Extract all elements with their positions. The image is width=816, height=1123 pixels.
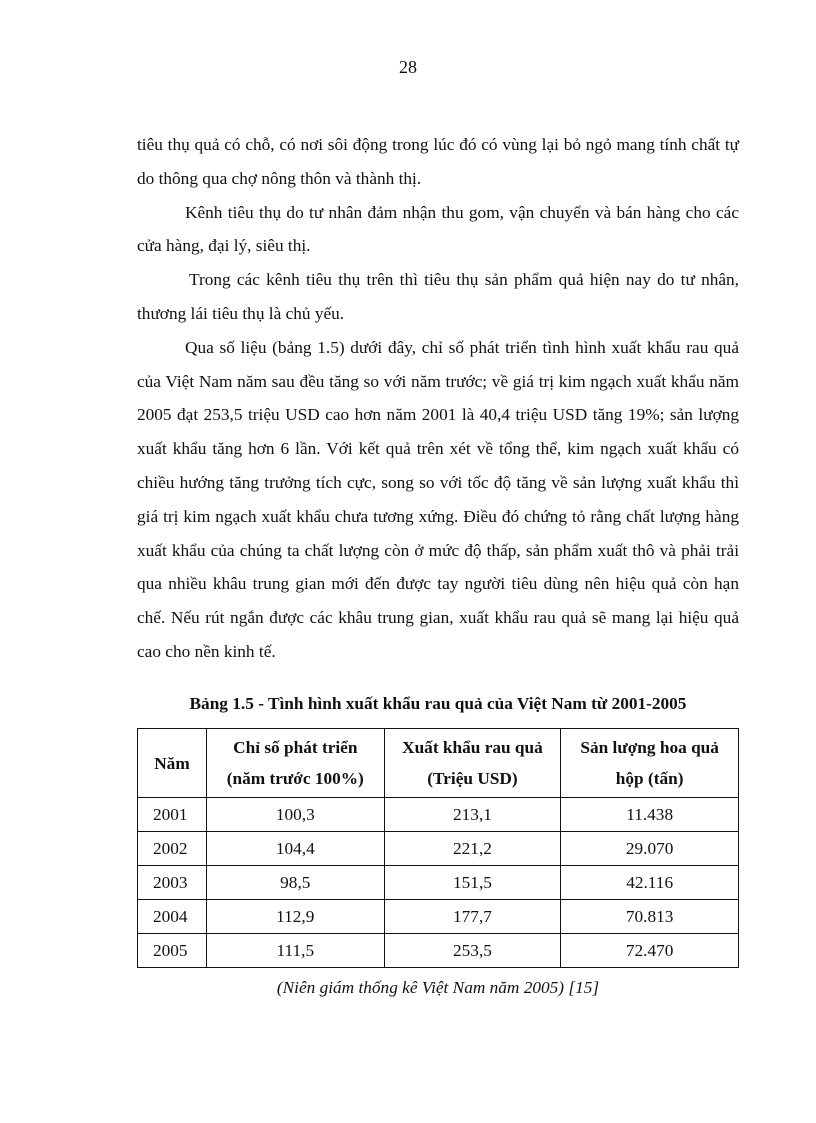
cell-year: 2004 bbox=[138, 900, 207, 934]
header-export-value bbox=[384, 729, 561, 798]
cell-growth-index: 112,9 bbox=[206, 900, 384, 934]
table-row bbox=[138, 798, 739, 832]
table-title: Bảng 1.5 - Tình hình xuất khẩu rau quả của Việt Nam từ 2001-2005 bbox=[189, 694, 687, 713]
paragraph: Kênh tiêu thụ do tư nhân đảm nhận thu gom, vận chuyển và bán hàng cho các cửa hàng, đại lý, siêu thị. bbox=[137, 202, 739, 256]
paragraph: tiêu thụ quả có chỗ, có nơi sôi động trong lúc đó có vùng lại bỏ ngỏ mang tính chất tự do thông qua chợ nông thôn và thành thị. bbox=[137, 135, 739, 188]
cell-growth-index: 111,5 bbox=[206, 934, 384, 968]
header-growth-index-line1: Chỉ số phát triển bbox=[233, 738, 358, 757]
cell-canned-fruit-output: 70.813 bbox=[561, 900, 739, 934]
table-row bbox=[138, 900, 739, 934]
cell-year: 2002 bbox=[138, 832, 207, 866]
page-number: 28 bbox=[399, 57, 417, 77]
table-row bbox=[138, 934, 739, 968]
header-export-value-line1: Xuất khẩu rau quả bbox=[402, 738, 543, 757]
header-canned-fruit-output bbox=[561, 729, 739, 798]
cell-canned-fruit-output: 42.116 bbox=[561, 866, 739, 900]
cell-export-value: 213,1 bbox=[384, 798, 561, 832]
cell-year: 2001 bbox=[138, 798, 207, 832]
cell-growth-index: 100,3 bbox=[206, 798, 384, 832]
cell-export-value: 221,2 bbox=[384, 832, 561, 866]
table-row bbox=[138, 832, 739, 866]
export-table bbox=[137, 728, 739, 968]
cell-export-value: 151,5 bbox=[384, 866, 561, 900]
cell-canned-fruit-output: 29.070 bbox=[561, 832, 739, 866]
cell-growth-index: 98,5 bbox=[206, 866, 384, 900]
table-header-row bbox=[138, 729, 739, 798]
header-growth-index-line2: (năm trước 100%) bbox=[226, 769, 364, 788]
cell-year: 2003 bbox=[138, 866, 207, 900]
header-year: Năm bbox=[138, 729, 207, 798]
cell-canned-fruit-output: 72.470 bbox=[561, 934, 739, 968]
header-growth-index bbox=[206, 729, 384, 798]
header-export-value-line2: (Triệu USD) bbox=[427, 769, 518, 788]
cell-year: 2005 bbox=[138, 934, 207, 968]
table-source-note: (Niên giám thống kê Việt Nam năm 2005) [15] bbox=[276, 978, 600, 997]
cell-growth-index: 104,4 bbox=[206, 832, 384, 866]
paragraph: Trong các kênh tiêu thụ trên thì tiêu thụ sản phẩm quả hiện nay do tư nhân, thương lái tiêu thụ là chủ yếu. bbox=[137, 270, 739, 323]
cell-export-value: 177,7 bbox=[384, 900, 561, 934]
paragraph: Qua số liệu (bảng 1.5) dưới đây, chỉ số phát triển tình hình xuất khẩu rau quả của Việt Nam năm sau đều tăng so với năm trước; về giá trị kim ngạch xuất khẩu năm 2005 đạt 253,5 triệu USD cao hơn năm 2001 là 40,4 triệu USD tăng 19%; sản lượng xuất khẩu tăng hơn 6 lần. Với kết quả trên xét về tổng thể, kim ngạch xuất khẩu có chiều hướng tăng trưởng tích cực, song so với tốc độ tăng về sản lượng xuất khẩu thì giá trị kim ngạch xuất khẩu chưa tương xứng. Điều đó chứng tỏ rằng chất lượng hàng xuất khẩu của chúng ta chất lượng còn ở mức độ thấp, sản phẩm xuất thô và phải trải qua nhiều khâu trung gian mới đến được tay người tiêu dùng nên hiệu quả còn hạn chế. Nếu rút ngắn được các khâu trung gian, xuất khẩu rau quả sẽ mang lại hiệu quả cao cho nền kinh tế. bbox=[137, 337, 739, 661]
cell-canned-fruit-output: 11.438 bbox=[561, 798, 739, 832]
header-canned-fruit-output-line1: Sản lượng hoa quả bbox=[580, 738, 719, 757]
table-row bbox=[138, 866, 739, 900]
header-canned-fruit-output-line2: hộp (tấn) bbox=[615, 769, 684, 788]
cell-export-value: 253,5 bbox=[384, 934, 561, 968]
body-text bbox=[137, 128, 739, 669]
